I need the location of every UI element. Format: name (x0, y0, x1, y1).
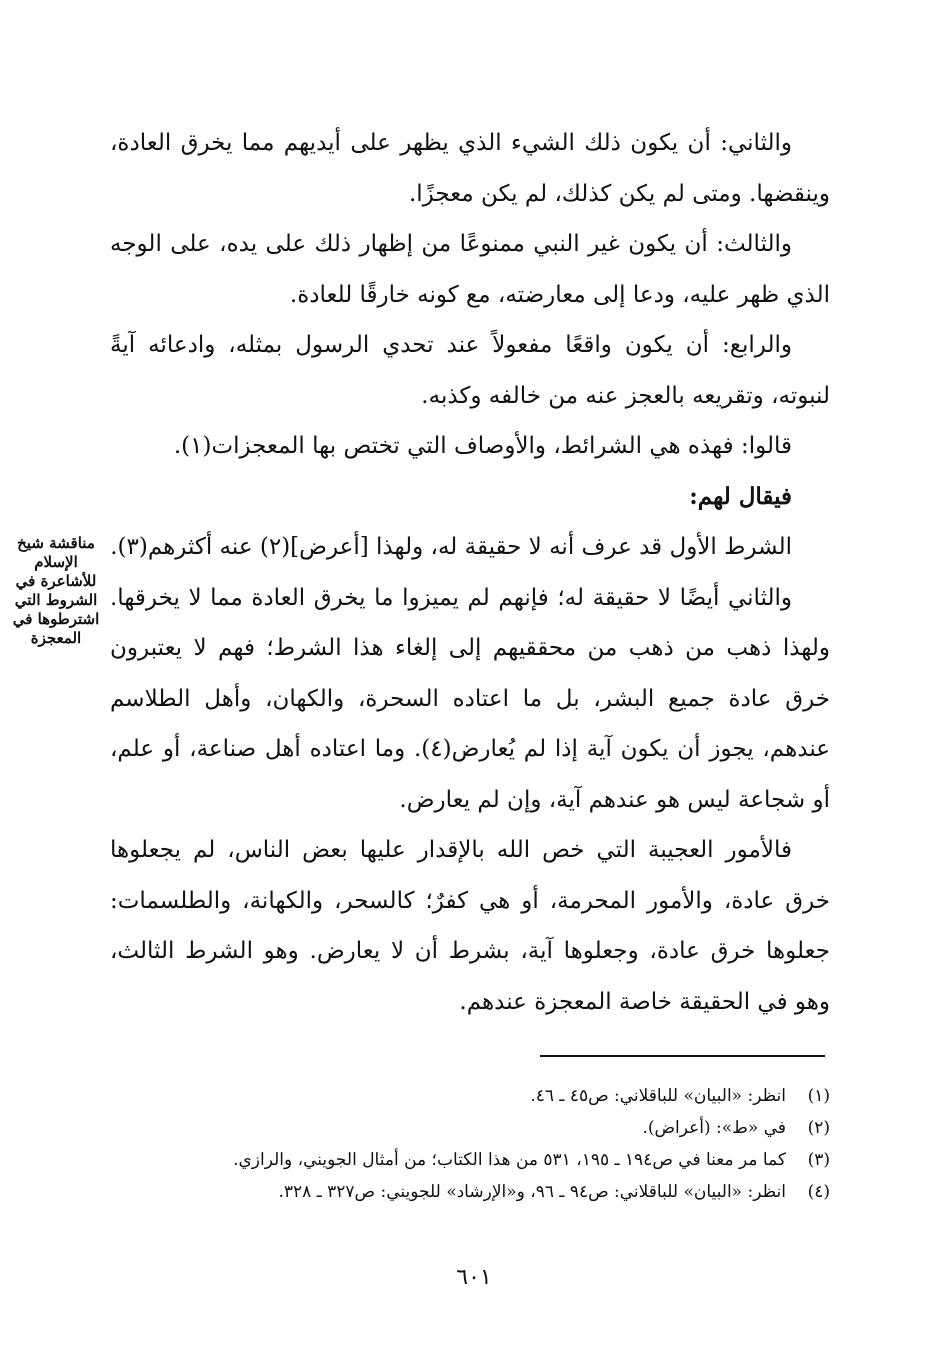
footnote-number: (٣) (807, 1150, 830, 1170)
footnote-number: (٤) (807, 1182, 830, 1202)
footnote-text: انظر: «البيان» للباقلاني: ص٩٤ ـ ٩٦، و«الإرشاد» للجويني: ص٣٢٧ ـ ٣٢٨. (278, 1182, 786, 1202)
footnote-text: انظر: «البيان» للباقلاني: ص٤٥ ـ ٤٦. (530, 1086, 786, 1106)
paragraph-second-refutation: والثاني أيضًا لا حقيقة له؛ فإنهم لم يميزوا ما يخرق العادة مما لا يخرقها. ولهذا ذهب من ذهب من محققيهم إلى إلغاء هذا الشرط؛ فهم لا يعتبرون خرق عادة جميع البشر، بل ما اعتاده السحرة، والكهان، وأهل الطلاسم عندهم، يجوز أن يكون آية إذا لم يُعارض(٤). وما اعتاده أهل صناعة، أو علم، أو شجاعة ليس هو عندهم آية، وإن لم يعارض. (110, 584, 830, 813)
page-number: ٦٠١ (456, 1265, 492, 1290)
paragraph-second-condition: والثاني: أن يكون ذلك الشيء الذي يظهر على أيديهم مما يخرق العادة، وينقضها. ومتى لم يكن كذلك، لم يكن معجزًا. (110, 130, 830, 207)
footnote-text: كما مر معنا في ص١٩٤ ـ ١٩٥، ٥٣١ من هذا الكتاب؛ من أمثال الجويني، والرازي. (233, 1150, 786, 1170)
footnote-item (110, 1144, 830, 1176)
paragraph-first-refutation: الشرط الأول قد عرف أنه لا حقيقة له، ولهذا [أعرض](٢) عنه أكثرهم(٣). (110, 534, 792, 560)
footnote-item (110, 1176, 830, 1208)
footnote-item (110, 1112, 830, 1144)
footnote-text: في «ط»: (أعراض). (642, 1118, 786, 1138)
footnote-number: (٢) (807, 1118, 830, 1138)
paragraph-third-condition: والثالث: أن يكون غير النبي ممنوعًا من إظهار ذلك على يده، على الوجه الذي ظهر عليه، ودعا إلى معارضته، مع كونه خارقًا للعادة. (110, 231, 830, 308)
footnote-divider (540, 1055, 825, 1057)
main-text-block (110, 118, 830, 1027)
margin-note: مناقشة شيخ الإسلام للأشاعرة في الشروط التي اشترطوها في المعجزة (12, 534, 100, 647)
paragraph-fourth-condition: والرابع: أن يكون واقعًا مفعولاً عند تحدي الرسول بمثله، وادعائه آيةً لنبوته، وتقريعه بالعجز عنه من خالفه وكذبه. (110, 332, 830, 409)
footnote-number: (١) (807, 1086, 830, 1106)
footnote-item (110, 1080, 830, 1112)
paragraph-conditions-summary: قالوا: فهذه هي الشرائط، والأوصاف التي تختص بها المعجزات(١). (173, 433, 792, 459)
section-heading: فيقال لهم: (689, 482, 792, 510)
footnotes-block (110, 1080, 830, 1208)
paragraph-wondrous-matters: فالأمور العجيبة التي خص الله بالإقدار عليها بعض الناس، لم يجعلوها خرق عادة، والأمور المحرمة، أو هي كفرٌ؛ كالسحر، والكهانة، والطلسمات: جعلوها خرق عادة، وجعلوها آية، بشرط أن لا يعارض. وهو الشرط الثالث، وهو في الحقيقة خاصة المعجزة عندهم. (110, 837, 830, 1015)
